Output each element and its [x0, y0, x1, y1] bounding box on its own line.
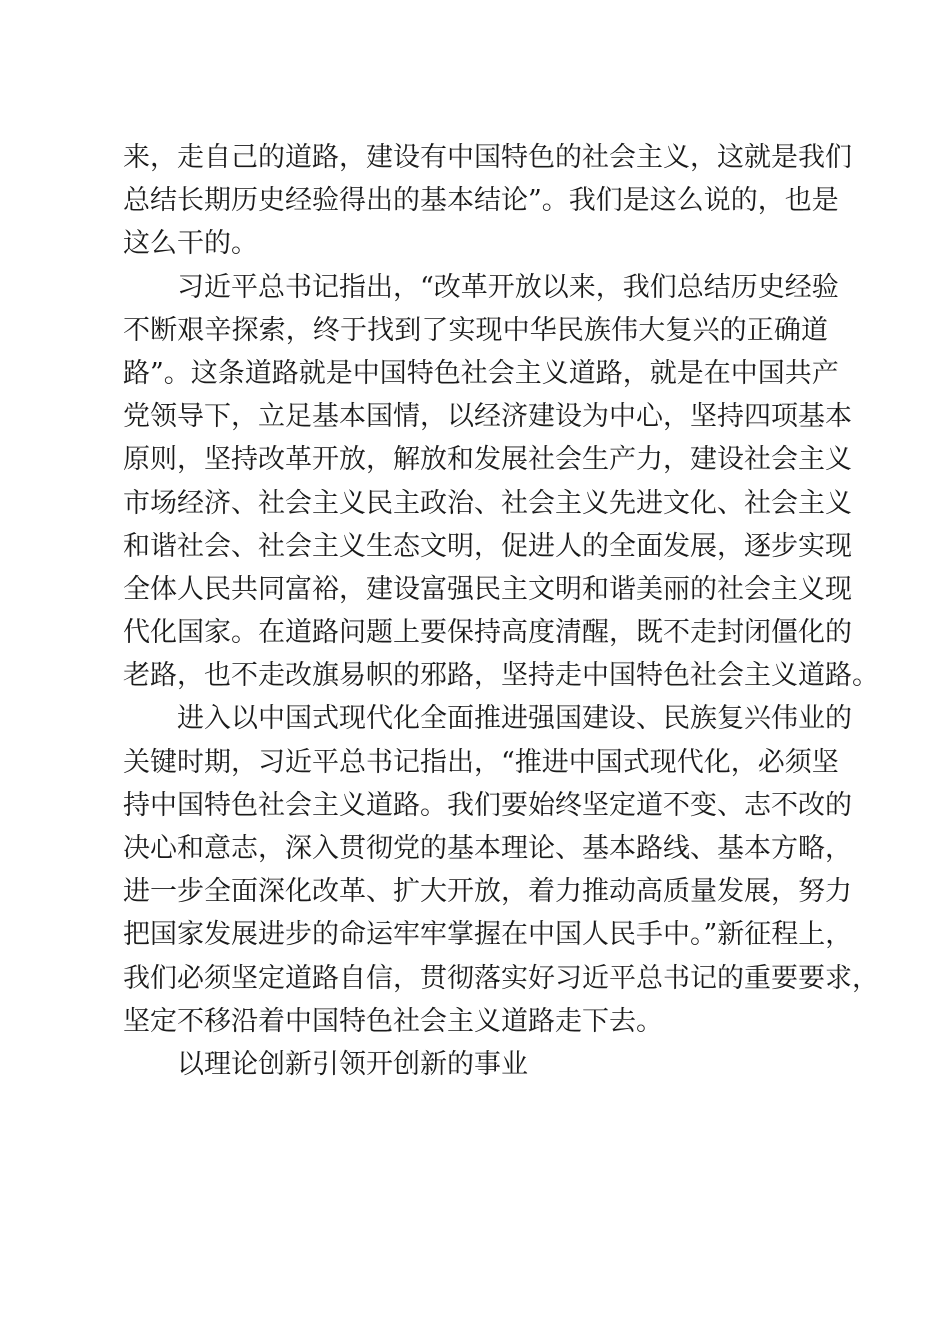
- text-line: 我们必须坚定道路自信，贯彻落实好习近平总书记的重要要求，: [123, 962, 879, 994]
- text-line: 坚定不移沿着中国特色社会主义道路走下去。: [123, 1005, 663, 1037]
- text-line: 持中国特色社会主义道路。我们要始终坚定道不变、志不改的: [123, 789, 852, 821]
- body-text: [123, 136, 879, 1086]
- text-line: 和谐社会、社会主义生态文明，促进人的全面发展，逐步实现: [123, 530, 852, 562]
- text-line: 进入以中国式现代化全面推进强国建设、民族复兴伟业的: [177, 703, 852, 735]
- text-line: 路”。这条道路就是中国特色社会主义道路，就是在中国共产: [123, 357, 839, 389]
- text-line: 代化国家。在道路问题上要保持高度清醒，既不走封闭僵化的: [123, 617, 852, 649]
- text-line: 总结长期历史经验得出的基本结论”。我们是这么说的，也是: [123, 185, 839, 217]
- text-line: 不断艰辛探索，终于找到了实现中华民族伟大复兴的正确道: [123, 314, 828, 346]
- text-line: 决心和意志，深入贯彻党的基本理论、基本路线、基本方略，: [123, 833, 852, 864]
- text-line: 党领导下，立足基本国情，以经济建设为中心，坚持四项基本: [123, 401, 852, 433]
- text-line: 来，走自己的道路，建设有中国特色的社会主义，这就是我们: [123, 142, 852, 173]
- section-heading: 以理论创新引领开创新的事业: [177, 1048, 528, 1080]
- text-line: 这么干的。: [123, 228, 258, 260]
- text-line: 市场经济、社会主义民主政治、社会主义先进文化、社会主义: [123, 487, 852, 519]
- text-line: 习近平总书记指出，“改革开放以来，我们总结历史经验: [177, 271, 839, 303]
- text-line: 老路，也不走改旗易帜的邪路，坚持走中国特色社会主义道路。: [123, 660, 879, 692]
- text-line: 进一步全面深化改革、扩大开放，着力推动高质量发展，努力: [123, 876, 852, 908]
- text-line: 原则，坚持改革开放，解放和发展社会生产力，建设社会主义: [123, 444, 852, 476]
- text-line: 全体人民共同富裕，建设富强民主文明和谐美丽的社会主义现: [123, 573, 852, 605]
- text-line: 关键时期，习近平总书记指出，“推进中国式现代化，必须坚: [123, 746, 839, 778]
- text-line: 把国家发展进步的命运牢牢掌握在中国人民手中。”新征程上，: [123, 919, 853, 951]
